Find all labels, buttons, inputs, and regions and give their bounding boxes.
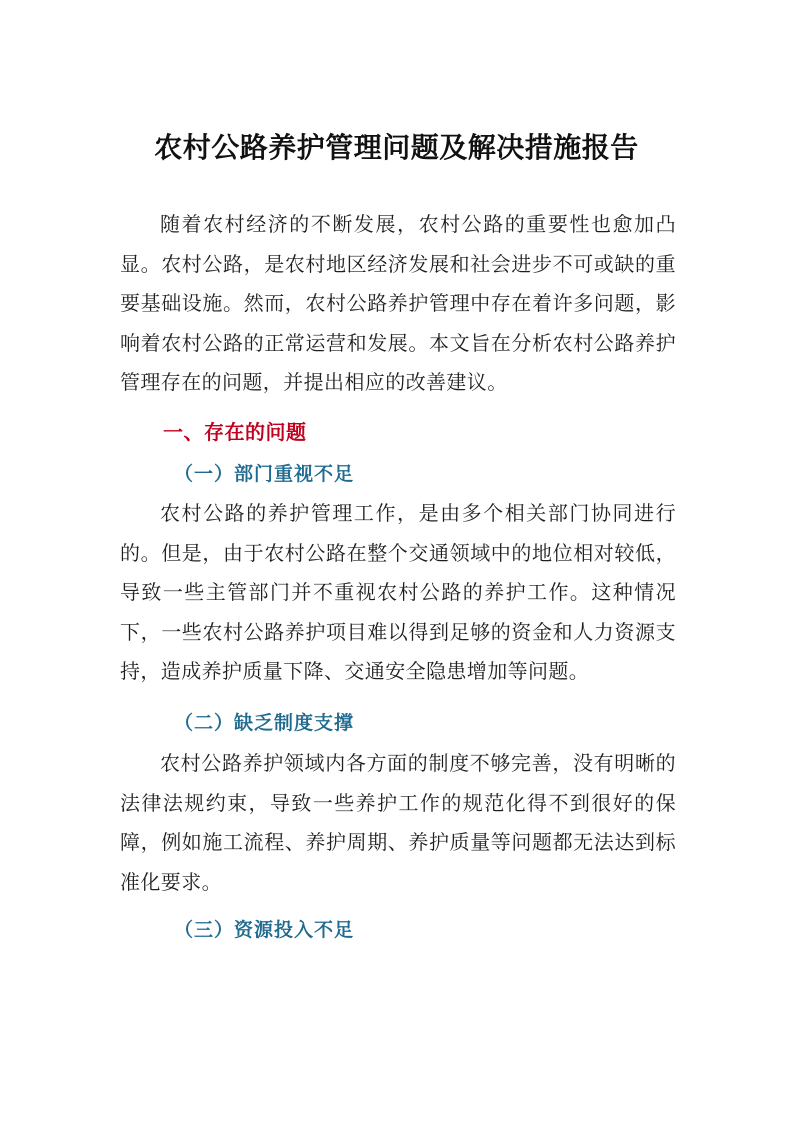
section-heading-issues: 一、存在的问题: [163, 420, 307, 444]
document-title: 农村公路养护管理问题及解决措施报告: [154, 131, 639, 164]
subheading-resource-investment: （三）资源投入不足: [174, 919, 355, 941]
subheading-department-attention: （一）部门重视不足: [174, 463, 355, 485]
paragraph-institutional-support: 农村公路养护领域内各方面的制度不够完善，没有明晰的法律法规约束，导致一些养护工作的规范化得不到很好的保障，例如施工流程、养护周期、养护质量等问题都无法达到标准化要求。: [120, 751, 676, 894]
paragraph-department-attention: 农村公路的养护管理工作，是由多个相关部门协同进行的。但是，由于农村公路在整个交通领域中的地位相对较低，导致一些主管部门并不重视农村公路的养护工作。这种情况下，一些农村公路养护项目难以得到足够的资金和人力资源支持，造成养护质量下降、交通安全隐患增加等问题。: [120, 501, 676, 683]
subheading-institutional-support: （二）缺乏制度支撑: [174, 712, 355, 734]
intro-paragraph: 随着农村经济的不断发展，农村公路的重要性也愈加凸显。农村公路，是农村地区经济发展和社会进步不可或缺的重要基础设施。然而，农村公路养护管理中存在着许多问题，影响着农村公路的正常运营和发展。本文旨在分析农村公路养护管理存在的问题，并提出相应的改善建议。: [120, 212, 676, 394]
